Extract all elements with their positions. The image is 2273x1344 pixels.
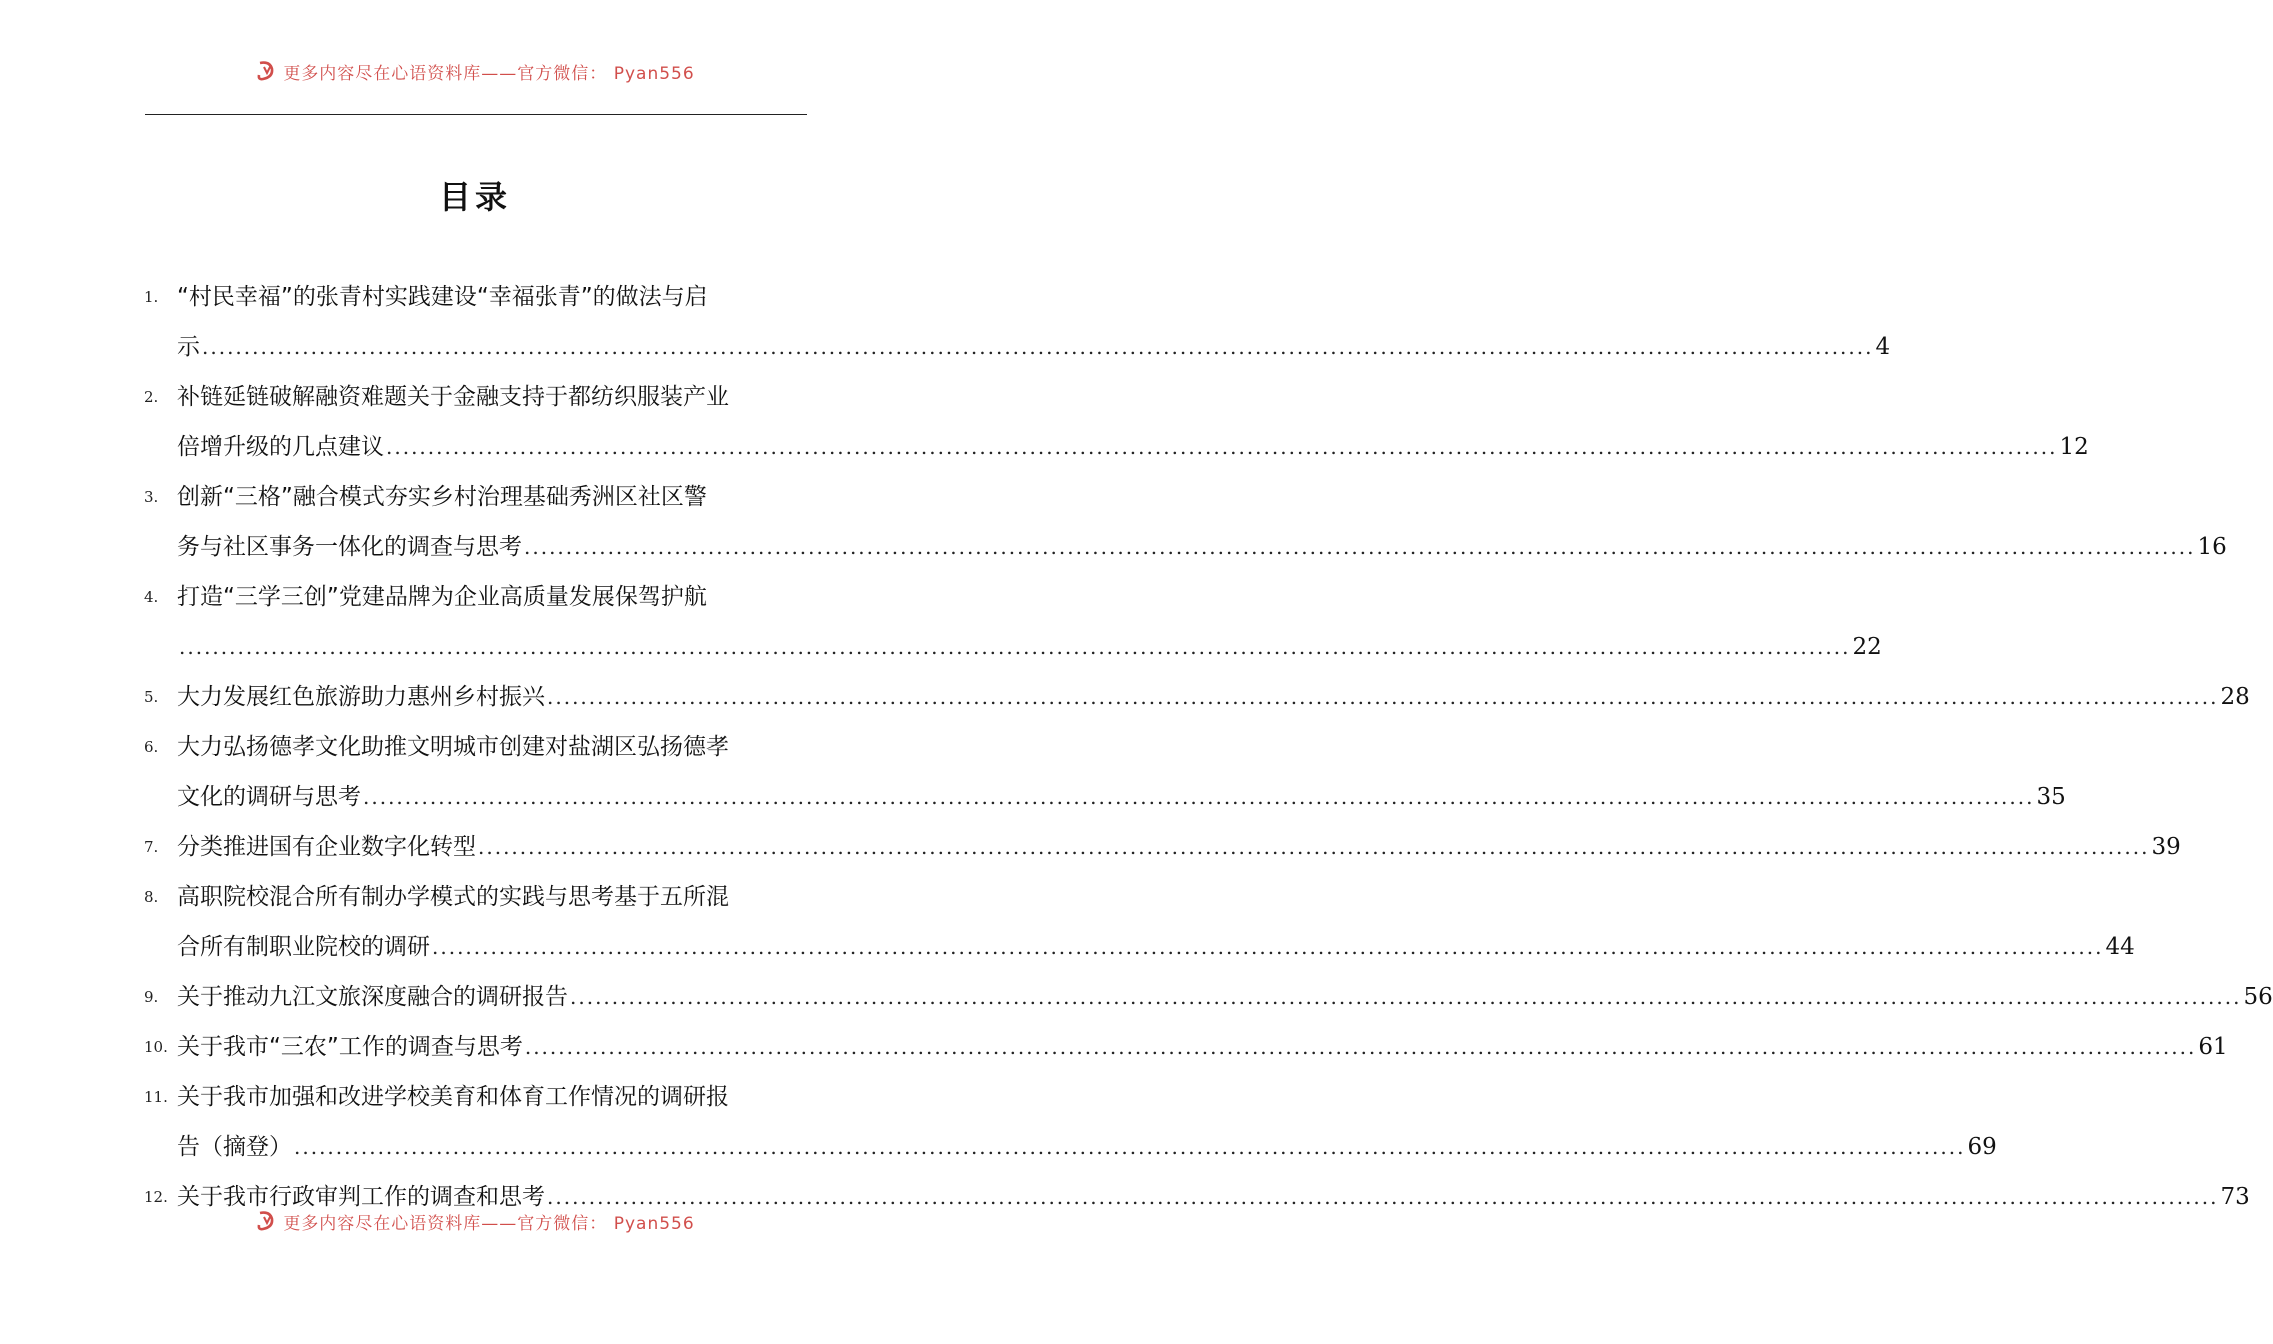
- toc-entry-number: 9.: [144, 988, 159, 1006]
- toc-entry-number: 5.: [144, 688, 159, 706]
- logo-icon: [255, 59, 279, 83]
- toc-entry-title-line: 合所有制职业院校的调研: [177, 934, 430, 960]
- dot-leader: ........................................................................................................................................................................................................: [294, 1135, 1966, 1159]
- toc-entry-title-line: 补链延链破解融资难题关于金融支持于都纺织服装产业: [177, 384, 729, 410]
- dot-leader: ........................................................................................................................................................................................................: [524, 1035, 2197, 1059]
- toc-entry[interactable]: [0, 672, 2250, 722]
- toc-entry-number: 3.: [144, 488, 159, 506]
- dot-leader: ........................................................................................................................................................................................................: [202, 335, 1874, 359]
- toc-entry-page-number: 12: [2059, 434, 2089, 460]
- toc-entry-title-line: 打造“三学三创”党建品牌为企业高质量发展保驾护航: [177, 584, 707, 610]
- dot-leader: ........................................................................................................................................................................................................: [432, 935, 2104, 959]
- header-watermark-text: 更多内容尽在心语资料库——官方微信： Pyan556: [283, 63, 695, 84]
- toc-entry-page-number: 69: [1967, 1134, 1997, 1160]
- toc-entry-title-line: 创新“三格”融合模式夯实乡村治理基础秀洲区社区警: [177, 484, 707, 510]
- toc-entry-title-line: 示: [177, 334, 200, 360]
- toc-entry-title-line: “村民幸福”的张青村实践建设“幸福张青”的做法与启: [177, 284, 708, 310]
- toc-entry-page-number: 35: [2036, 784, 2066, 810]
- toc-entry-number: 4.: [144, 588, 159, 606]
- dot-leader: ........................................................................................................................................................................................................: [570, 985, 2242, 1009]
- header-rule: [145, 114, 807, 115]
- toc-entry-title-line: 关于我市行政审判工作的调查和思考: [177, 1184, 545, 1210]
- toc-entry-title-line: 大力弘扬德孝文化助推文明城市创建对盐湖区弘扬德孝: [177, 734, 729, 760]
- toc-entry-number: 6.: [144, 738, 159, 756]
- toc-entry-page-number: 4: [1875, 334, 1891, 360]
- toc-entry-title-line: 大力发展红色旅游助力惠州乡村振兴: [177, 684, 545, 710]
- toc-entry-title-line: 务与社区事务一体化的调查与思考: [177, 534, 522, 560]
- dot-leader: ........................................................................................................................................................................................................: [524, 535, 2196, 559]
- toc-entry-page-number: 16: [2197, 534, 2227, 560]
- toc-entry-page-number: 56: [2243, 984, 2273, 1010]
- toc-entry[interactable]: [0, 822, 2181, 872]
- toc-entry-number: 10.: [144, 1038, 168, 1056]
- toc-entry[interactable]: [0, 1072, 1997, 1172]
- logo-icon: [255, 1209, 279, 1233]
- toc-entry-title-line: 高职院校混合所有制办学模式的实践与思考基于五所混: [177, 884, 729, 910]
- toc-entry[interactable]: [0, 472, 2227, 572]
- dot-leader: ........................................................................................................................................................................................................: [386, 435, 2058, 459]
- toc-entry-page-number: 39: [2151, 834, 2181, 860]
- dot-leader: ........................................................................................................................................................................................................: [547, 1185, 2219, 1209]
- toc-entry[interactable]: [0, 272, 1891, 372]
- toc-entry-number: 7.: [144, 838, 159, 856]
- footer-watermark: [0, 1206, 950, 1236]
- dot-leader: ........................................................................................................................................................................................................: [547, 685, 2219, 709]
- toc-entry[interactable]: [0, 1022, 2228, 1072]
- dot-leader: ........................................................................................................................................................................................................: [363, 785, 2035, 809]
- toc-entry-number: 11.: [144, 1088, 168, 1106]
- toc-entry[interactable]: [0, 722, 2066, 822]
- page-title: 目录: [438, 178, 511, 216]
- toc-entry[interactable]: [0, 372, 2089, 472]
- toc-entry-number: 2.: [144, 388, 159, 406]
- toc-entry-title-line: 分类推进国有企业数字化转型: [177, 834, 476, 860]
- toc-entry-page-number: 28: [2220, 684, 2250, 710]
- toc-entry-title-line: 告（摘登）: [177, 1134, 292, 1160]
- header-watermark: [0, 56, 950, 86]
- toc-entry-title-line: 关于我市加强和改进学校美育和体育工作情况的调研报: [177, 1084, 729, 1110]
- toc-entry-page-number: 73: [2220, 1184, 2250, 1210]
- toc-entry[interactable]: [0, 572, 1882, 672]
- toc-entry-title-line: 关于我市“三农”工作的调查与思考: [177, 1034, 523, 1060]
- toc-entry-page-number: 22: [1852, 634, 1882, 660]
- toc-entry[interactable]: [0, 972, 2273, 1022]
- dot-leader: ........................................................................................................................................................................................................: [179, 635, 1851, 659]
- toc-entry-number: 8.: [144, 888, 159, 906]
- toc-entry-title-line: 关于推动九江文旅深度融合的调研报告: [177, 984, 568, 1010]
- toc-entry-number: 1.: [144, 288, 159, 306]
- toc-entry-title-line: 倍增升级的几点建议: [177, 434, 384, 460]
- toc-entry-page-number: 61: [2198, 1034, 2228, 1060]
- toc-entry-page-number: 44: [2105, 934, 2135, 960]
- toc-entry-number: 12.: [144, 1188, 168, 1206]
- dot-leader: ........................................................................................................................................................................................................: [478, 835, 2150, 859]
- toc-entry-title-line: 文化的调研与思考: [177, 784, 361, 810]
- toc-entry[interactable]: [0, 872, 2135, 972]
- footer-watermark-text: 更多内容尽在心语资料库——官方微信： Pyan556: [283, 1213, 695, 1234]
